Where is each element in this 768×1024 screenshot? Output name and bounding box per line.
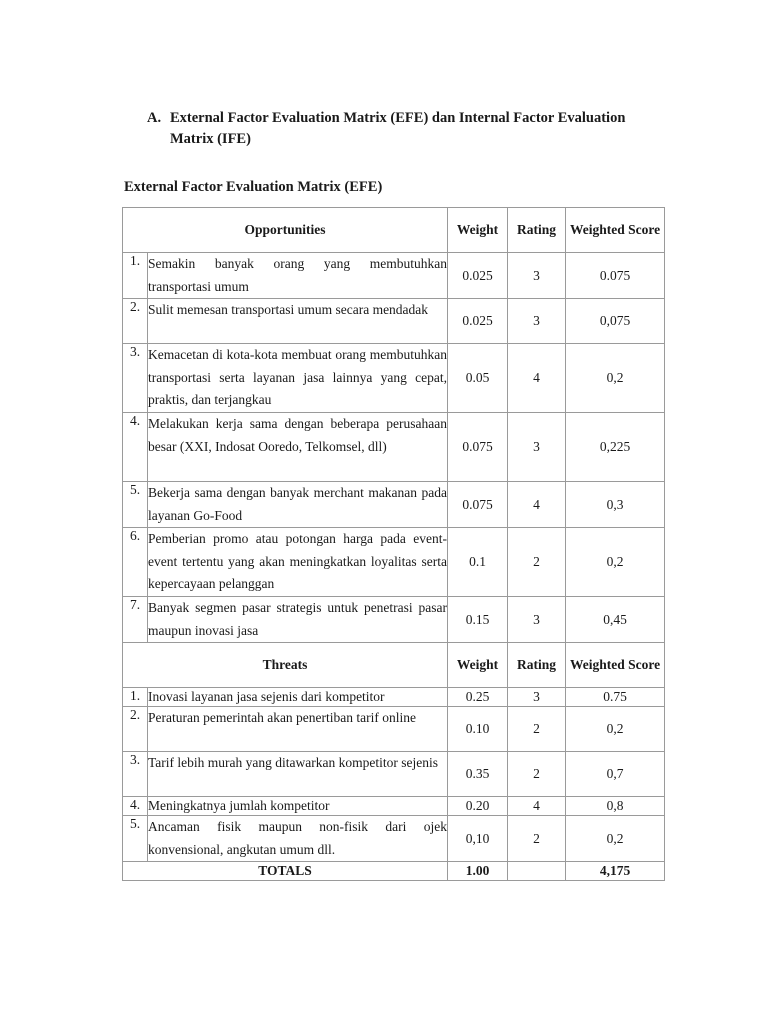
opportunities-header: Opportunities xyxy=(123,208,448,253)
section-heading xyxy=(147,108,667,150)
weight-value: 0.025 xyxy=(448,253,508,299)
score-value: 0,3 xyxy=(566,482,665,528)
factor-description: Peraturan pemerintah akan penertiban tarif online xyxy=(148,707,448,752)
threats-header-row xyxy=(123,643,665,688)
rating-value: 2 xyxy=(508,816,566,862)
weight-value: 0.25 xyxy=(448,688,508,707)
weight-value: 0.025 xyxy=(448,299,508,344)
opportunity-row xyxy=(123,528,665,597)
rating-value: 4 xyxy=(508,344,566,413)
total-weight: 1.00 xyxy=(448,862,508,881)
score-value: 0,2 xyxy=(566,528,665,597)
section-label: A. xyxy=(147,110,162,126)
opportunities-header-row xyxy=(123,208,665,253)
weighted-score-header: Weighted Score xyxy=(566,208,665,253)
score-value: 0,2 xyxy=(566,344,665,413)
threat-row xyxy=(123,752,665,797)
total-rating-empty xyxy=(508,862,566,881)
factor-description: Meningkatnya jumlah kompetitor xyxy=(148,797,448,816)
score-value: 0,45 xyxy=(566,597,665,643)
factor-description: Ancaman fisik maupun non-fisik dari ojek konvensional, angkutan umum dll. xyxy=(148,816,448,862)
opportunity-row xyxy=(123,253,665,299)
row-number: 5. xyxy=(123,816,148,862)
rating-value: 2 xyxy=(508,528,566,597)
rating-value: 2 xyxy=(508,752,566,797)
threat-row xyxy=(123,797,665,816)
rating-value: 3 xyxy=(508,597,566,643)
threat-row xyxy=(123,816,665,862)
rating-value: 2 xyxy=(508,707,566,752)
section-title: External Factor Evaluation Matrix (EFE) dan Internal Factor Evaluation Matrix (IFE) xyxy=(170,110,626,147)
factor-description: Banyak segmen pasar strategis untuk penetrasi pasar maupun inovasi jasa xyxy=(148,597,448,643)
table-title: External Factor Evaluation Matrix (EFE) xyxy=(124,179,383,195)
total-weighted-score: 4,175 xyxy=(566,862,665,881)
rating-value: 4 xyxy=(508,797,566,816)
score-value: 0.075 xyxy=(566,253,665,299)
row-number: 2. xyxy=(123,707,148,752)
factor-description: Pemberian promo atau potongan harga pada event-event tertentu yang akan meningkatkan loyalitas serta kepercayaan pelanggan xyxy=(148,528,448,597)
row-number: 4. xyxy=(123,797,148,816)
factor-description: Kemacetan di kota-kota membuat orang membutuhkan transportasi serta layanan jasa lainnya yang cepat, praktis, dan terjangkau xyxy=(148,344,448,413)
score-value: 0,8 xyxy=(566,797,665,816)
factor-description: Melakukan kerja sama dengan beberapa perusahaan besar (XXI, Indosat Ooredo, Telkomsel, dll) xyxy=(148,413,448,482)
factor-description: Bekerja sama dengan banyak merchant makanan pada layanan Go-Food xyxy=(148,482,448,528)
row-number: 5. xyxy=(123,482,148,528)
score-value: 0,075 xyxy=(566,299,665,344)
efe-matrix-table xyxy=(122,207,665,881)
weight-value: 0.20 xyxy=(448,797,508,816)
rating-value: 4 xyxy=(508,482,566,528)
weight-value: 0.075 xyxy=(448,482,508,528)
rating-value: 3 xyxy=(508,299,566,344)
threats-header: Threats xyxy=(123,643,448,688)
threat-row xyxy=(123,707,665,752)
opportunity-row xyxy=(123,482,665,528)
weight-value: 0.075 xyxy=(448,413,508,482)
row-number: 4. xyxy=(123,413,148,482)
rating-value: 3 xyxy=(508,253,566,299)
factor-description: Semakin banyak orang yang membutuhkan transportasi umum xyxy=(148,253,448,299)
weight-value: 0,10 xyxy=(448,816,508,862)
factor-description: Inovasi layanan jasa sejenis dari kompetitor xyxy=(148,688,448,707)
opportunity-row xyxy=(123,344,665,413)
rating-header: Rating xyxy=(508,208,566,253)
totals-row xyxy=(123,862,665,881)
rating-value: 3 xyxy=(508,688,566,707)
row-number: 6. xyxy=(123,528,148,597)
weight-value: 0.10 xyxy=(448,707,508,752)
row-number: 3. xyxy=(123,752,148,797)
weight-header: Weight xyxy=(448,643,508,688)
row-number: 2. xyxy=(123,299,148,344)
weight-value: 0.05 xyxy=(448,344,508,413)
score-value: 0,2 xyxy=(566,816,665,862)
row-number: 7. xyxy=(123,597,148,643)
weight-value: 0.15 xyxy=(448,597,508,643)
score-value: 0,7 xyxy=(566,752,665,797)
factor-description: Tarif lebih murah yang ditawarkan kompetitor sejenis xyxy=(148,752,448,797)
opportunity-row xyxy=(123,413,665,482)
weight-value: 0.35 xyxy=(448,752,508,797)
totals-label: TOTALS xyxy=(123,862,448,881)
opportunity-row xyxy=(123,299,665,344)
score-value: 0,225 xyxy=(566,413,665,482)
threat-row xyxy=(123,688,665,707)
weighted-score-header: Weighted Score xyxy=(566,643,665,688)
row-number: 1. xyxy=(123,253,148,299)
row-number: 1. xyxy=(123,688,148,707)
opportunity-row xyxy=(123,597,665,643)
score-value: 0,2 xyxy=(566,707,665,752)
rating-value: 3 xyxy=(508,413,566,482)
rating-header: Rating xyxy=(508,643,566,688)
factor-description: Sulit memesan transportasi umum secara mendadak xyxy=(148,299,448,344)
weight-value: 0.1 xyxy=(448,528,508,597)
weight-header: Weight xyxy=(448,208,508,253)
score-value: 0.75 xyxy=(566,688,665,707)
row-number: 3. xyxy=(123,344,148,413)
